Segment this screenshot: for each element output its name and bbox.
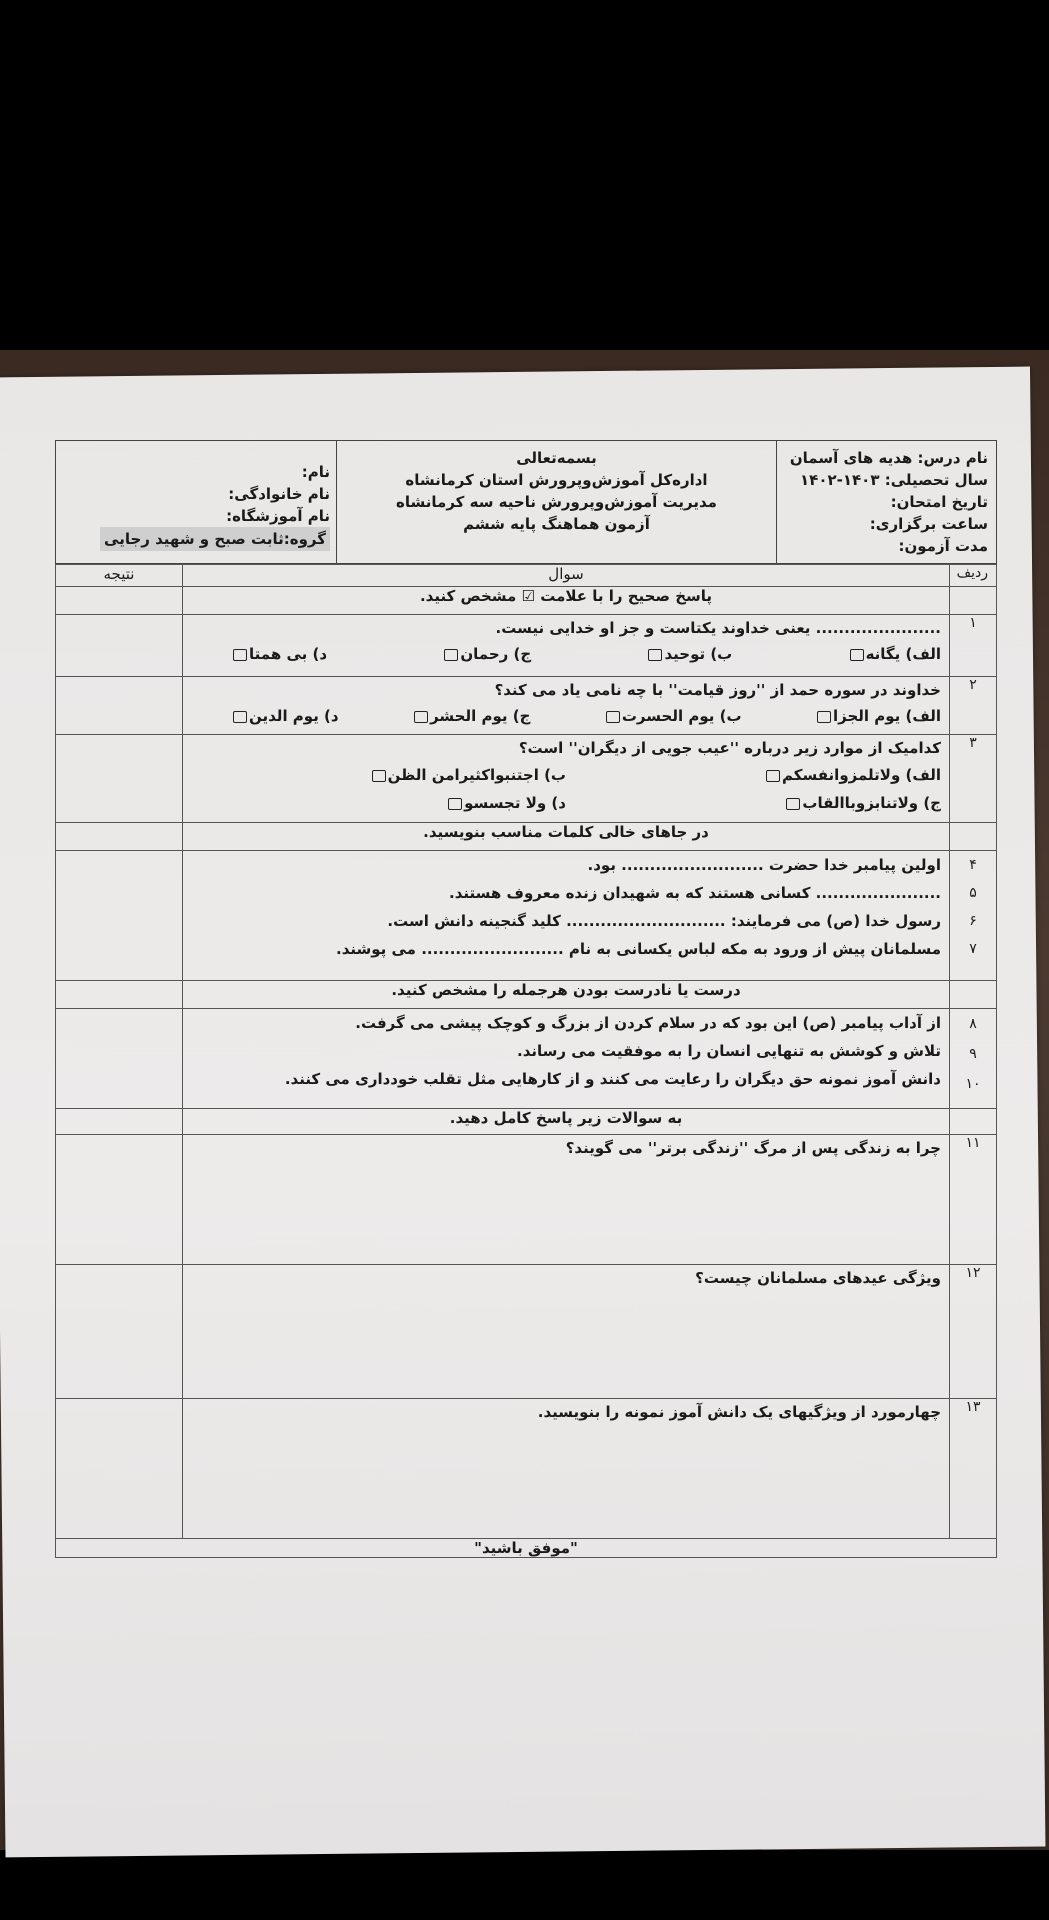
questions-table [55, 564, 997, 1558]
checkbox-icon[interactable] [372, 770, 386, 782]
essay-question-11: چرا به زندگی پس از مرگ ''زندگی برتر'' می گویند؟ [565, 1139, 941, 1157]
student-info [56, 441, 338, 563]
section-true-false: درست یا نادرست بودن هرجمله را مشخص کنید. [183, 981, 950, 1009]
issuer-info [336, 441, 776, 563]
exam-title: آزمون هماهنگ پایه ششم [463, 515, 650, 533]
good-luck-footer: "موفق باشید" [56, 1539, 997, 1558]
checkbox-icon[interactable] [850, 649, 864, 661]
group-label: گروه:ثابت صبح و شهید رجایی [100, 527, 330, 551]
checkbox-icon[interactable] [233, 649, 247, 661]
option-d[interactable]: د) بی همتا [231, 641, 327, 667]
tf-question-8: از آداب پیامبر (ص) این بود که در سلام کردن از بزرگ و کوچک پیشی می گرفت. [355, 1014, 941, 1032]
checkbox-icon[interactable] [606, 711, 620, 723]
option-a[interactable]: الف) یگانه [848, 641, 941, 667]
question-text: خداوند در سوره حمد از ''روز قیامت'' با چه نامی یاد می کند؟ [494, 681, 941, 699]
fill-question-7: مسلمانان پیش از ورود به مکه لباس یکسانی به نام ......................... می پوشند. [336, 940, 941, 958]
option-b[interactable]: ب) یوم الحسرت [604, 703, 742, 729]
checkbox-icon[interactable] [448, 798, 462, 810]
answer-area[interactable] [56, 1399, 183, 1539]
exam-sheet [55, 440, 997, 1612]
checkbox-icon[interactable] [648, 649, 662, 661]
checkbox-icon[interactable] [786, 798, 800, 810]
checkbox-icon[interactable] [233, 711, 247, 723]
option-d[interactable]: د) ولا تجسسو [191, 789, 566, 817]
course-info [776, 441, 996, 563]
course-name: نام درس: هدیه های آسمان [789, 449, 988, 467]
answer-area[interactable] [56, 1135, 183, 1265]
fill-question-4: اولین پیامبر خدا حضرت ......................... بود. [587, 856, 941, 874]
tf-question-10: دانش آموز نمونه حق دیگران را رعایت می کنند و از کارهایی مثل تقلب خودداری می کنند. [284, 1070, 941, 1088]
question-text: کدامیک از موارد زیر درباره ''عیب جویی از دیگران'' است؟ [518, 739, 941, 757]
option-c[interactable]: ج) ولاتنابزوباالقاب [566, 789, 941, 817]
district-office: مدیریت آموزش‌وپرورش ناحیه سه کرمانشاه [396, 493, 717, 511]
row-header: ردیف [950, 565, 997, 587]
fill-question-5: ...................... کسانی هستند که به شهیدان زنده معروف هستند. [449, 884, 941, 902]
table-row: ۱ ...................... یعنی خداوند یکتاست و جز او خدایی نیست. الف) یگانه ب) توحید ج) رحمان د) بی همتا [56, 615, 997, 677]
option-c[interactable]: ج) رحمان [442, 641, 531, 667]
question-text: ...................... یعنی خداوند یکتاست و جز او خدایی نیست. [495, 619, 941, 637]
academic-year: سال تحصیلی: ۱۴۰۳-۱۴۰۲ [800, 471, 988, 489]
question-header: سوال [183, 565, 950, 587]
tf-question-9: تلاش و کوشش به تنهایی انسان را به موفقیت می رساند. [517, 1042, 941, 1060]
table-row: ۱۳ چهارمورد از ویژگیهای یک دانش آموز نمونه را بنویسید. [56, 1399, 997, 1539]
checkbox-icon[interactable] [766, 770, 780, 782]
section-fill-blank: در جاهای خالی کلمات مناسب بنویسید. [183, 823, 950, 851]
table-row: ۱۲ ویژگی عیدهای مسلمانان چیست؟ [56, 1265, 997, 1399]
exam-header [55, 440, 997, 564]
section-essay: به سوالات زیر پاسخ کامل دهید. [183, 1109, 950, 1135]
last-name-label: نام خانوادگی: [228, 485, 330, 503]
option-b[interactable]: ب) توحید [646, 641, 732, 667]
essay-question-13: چهارمورد از ویژگیهای یک دانش آموز نمونه را بنویسید. [537, 1403, 941, 1421]
table-row: ۳ کدامیک از موارد زیر درباره ''عیب جویی از دیگران'' است؟ الف) ولاتلمزوانفسکم ب) اجتنبواکثیرامن الظن ج) ولاتنابزوباالقاب د) ولا تجسسو [56, 735, 997, 823]
table-row: ۲ خداوند در سوره حمد از ''روز قیامت'' با چه نامی یاد می کند؟ الف) یوم الجزا ب) یوم الحسرت ج) یوم الحشر د) یوم الدین [56, 677, 997, 735]
exam-date: تاریخ امتحان: [890, 493, 988, 511]
checkbox-icon[interactable] [444, 649, 458, 661]
answer-area[interactable] [56, 1265, 183, 1399]
option-a[interactable]: الف) ولاتلمزوانفسکم [566, 761, 941, 789]
table-row: ۴ ۵ ۶ ۷ اولین پیامبر خدا حضرت ......................... بود. ...................... کسانی هستند که به شهیدان زنده معروف هستند. رسول خدا (ص) می فرمایند: ............................ کلید گنجینه دانش است. مسلمانان پیش از ورود به مکه لباس یکسانی به نام ......................... می پوشند. [56, 851, 997, 981]
option-a[interactable]: الف) یوم الجزا [815, 703, 941, 729]
exam-time: ساعت برگزاری: [869, 515, 988, 533]
option-c[interactable]: ج) یوم الحشر [412, 703, 530, 729]
option-d[interactable]: د) یوم الدین [231, 703, 339, 729]
section-multiple-choice: پاسخ صحیح را با علامت ☑ مشخص کنید. [183, 587, 950, 615]
school-label: نام آموزشگاه: [226, 507, 330, 525]
province-office: اداره‌کل آموزش‌وپرورش استان کرمانشاه [405, 471, 708, 489]
table-row: ۱۱ چرا به زندگی پس از مرگ ''زندگی برتر'' می گویند؟ [56, 1135, 997, 1265]
first-name-label: نام: [301, 463, 330, 481]
table-row: ۸ ۹ ۱۰ از آداب پیامبر (ص) این بود که در سلام کردن از بزرگ و کوچک پیشی می گرفت. تلاش و کوشش به تنهایی انسان را به موفقیت می رساند. دانش آموز نمونه حق دیگران را رعایت می کنند و از کارهایی مثل تقلب خودداری می کنند. [56, 1009, 997, 1109]
checkbox-icon[interactable] [817, 711, 831, 723]
checkbox-icon[interactable] [414, 711, 428, 723]
fill-question-6: رسول خدا (ص) می فرمایند: ............................ کلید گنجینه دانش است. [387, 912, 941, 930]
basmala: بسمه‌تعالی [516, 449, 597, 467]
essay-question-12: ویژگی عیدهای مسلمانان چیست؟ [695, 1269, 941, 1287]
result-header: نتیجه [56, 565, 183, 587]
option-b[interactable]: ب) اجتنبواکثیرامن الظن [191, 761, 566, 789]
exam-duration: مدت آزمون: [898, 537, 988, 555]
